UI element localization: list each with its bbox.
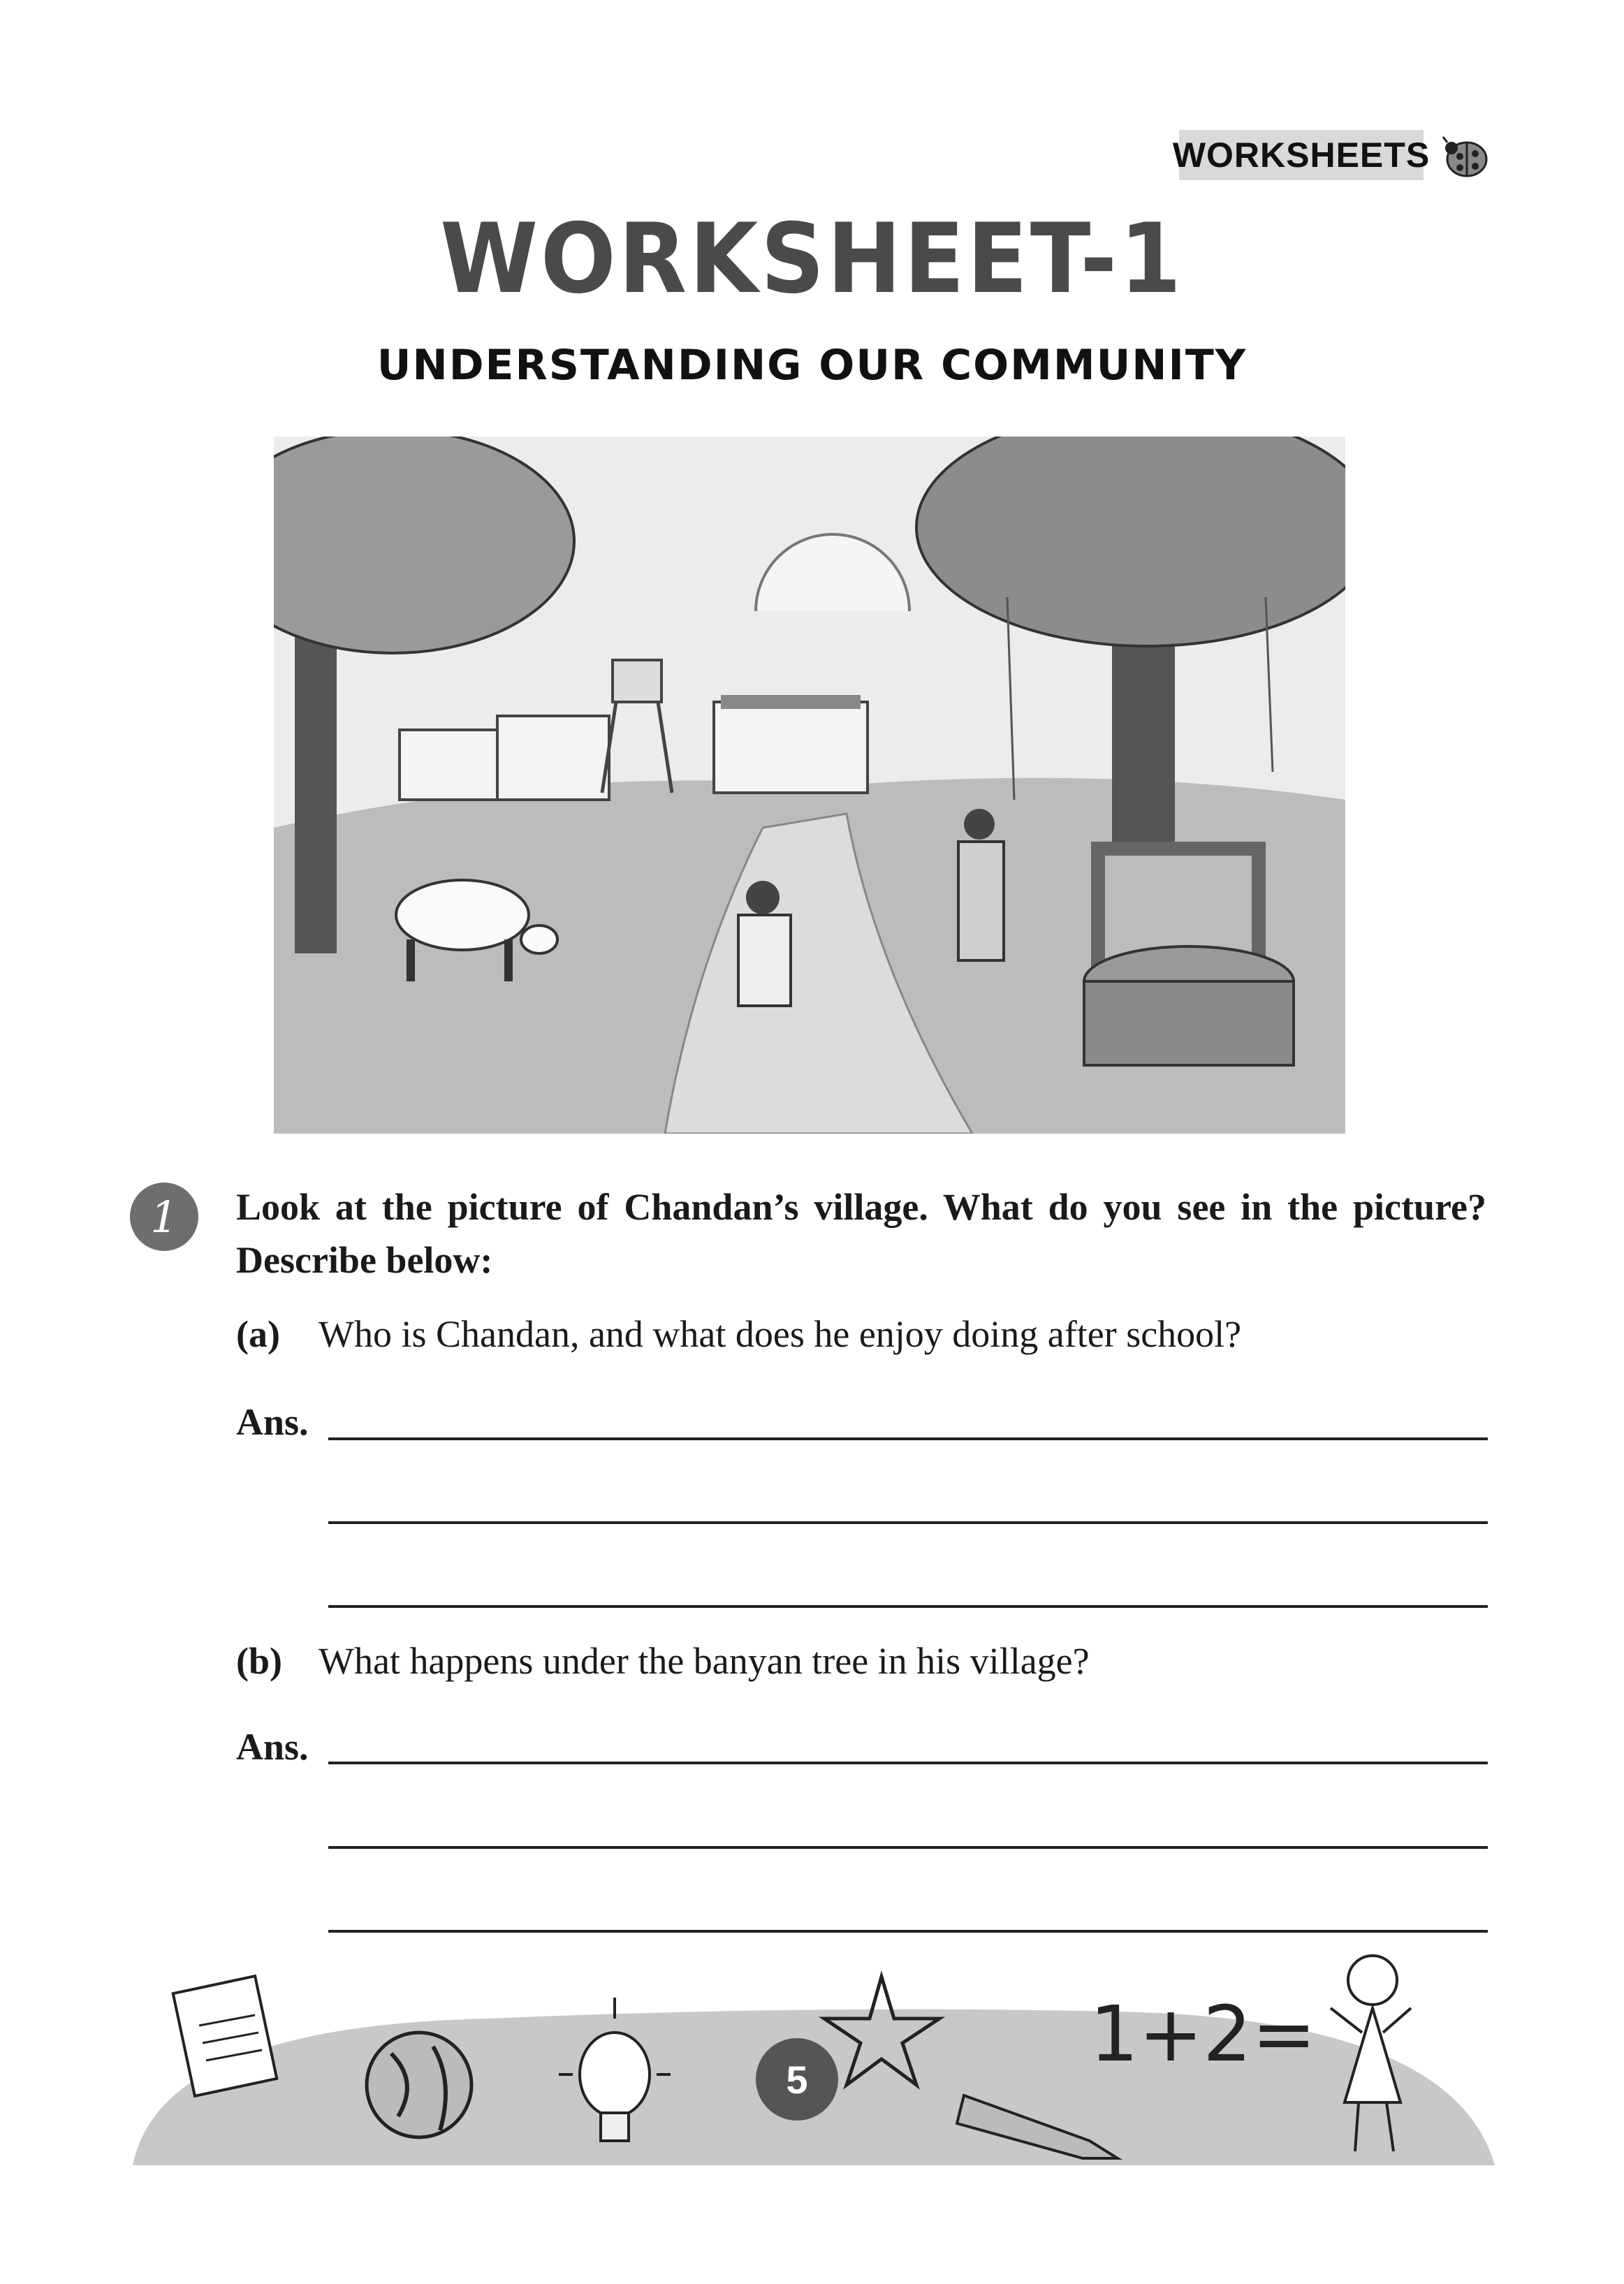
page-number-badge bbox=[756, 2038, 838, 2121]
answer-line[interactable] bbox=[328, 1846, 1488, 1849]
village-illustration bbox=[274, 437, 1345, 1134]
answer-line[interactable] bbox=[328, 1521, 1488, 1524]
part-b-text: What happens under the banyan tree in his village? bbox=[319, 1640, 1090, 1682]
answer-line[interactable] bbox=[328, 1762, 1488, 1764]
page-title: WORKSHEET-1 bbox=[440, 203, 1184, 315]
question-number-badge bbox=[130, 1183, 198, 1251]
question-number: 1 bbox=[150, 1191, 178, 1243]
answer-line[interactable] bbox=[328, 1930, 1488, 1933]
page-subtitle: UNDERSTANDING OUR COMMUNITY bbox=[376, 341, 1248, 390]
part-b-label: (b) bbox=[236, 1640, 282, 1682]
question-text: Look at the picture of Chandan’s village. What do you see in the picture? Describe below: bbox=[236, 1186, 1486, 1281]
part-a-text: Who is Chandan, and what does he enjoy doing after school? bbox=[319, 1313, 1242, 1355]
section-tag bbox=[1172, 130, 1431, 180]
part-a-answer-label: Ans. bbox=[236, 1401, 309, 1443]
answer-line[interactable] bbox=[328, 1437, 1488, 1440]
page-number: 5 bbox=[786, 2057, 808, 2102]
question-part-a bbox=[236, 1308, 1241, 1361]
math-doodle: 1+2= bbox=[1090, 1989, 1317, 2079]
question-part-b bbox=[236, 1634, 1090, 1688]
part-b-answer-label: Ans. bbox=[236, 1726, 309, 1768]
section-tag-label: WORKSHEETS bbox=[1172, 136, 1431, 175]
notepad-icon bbox=[173, 1976, 277, 2096]
part-a-label: (a) bbox=[236, 1313, 280, 1355]
ladybug-icon bbox=[1440, 136, 1491, 179]
answer-line[interactable] bbox=[328, 1605, 1488, 1608]
globe-icon bbox=[367, 2033, 471, 2137]
